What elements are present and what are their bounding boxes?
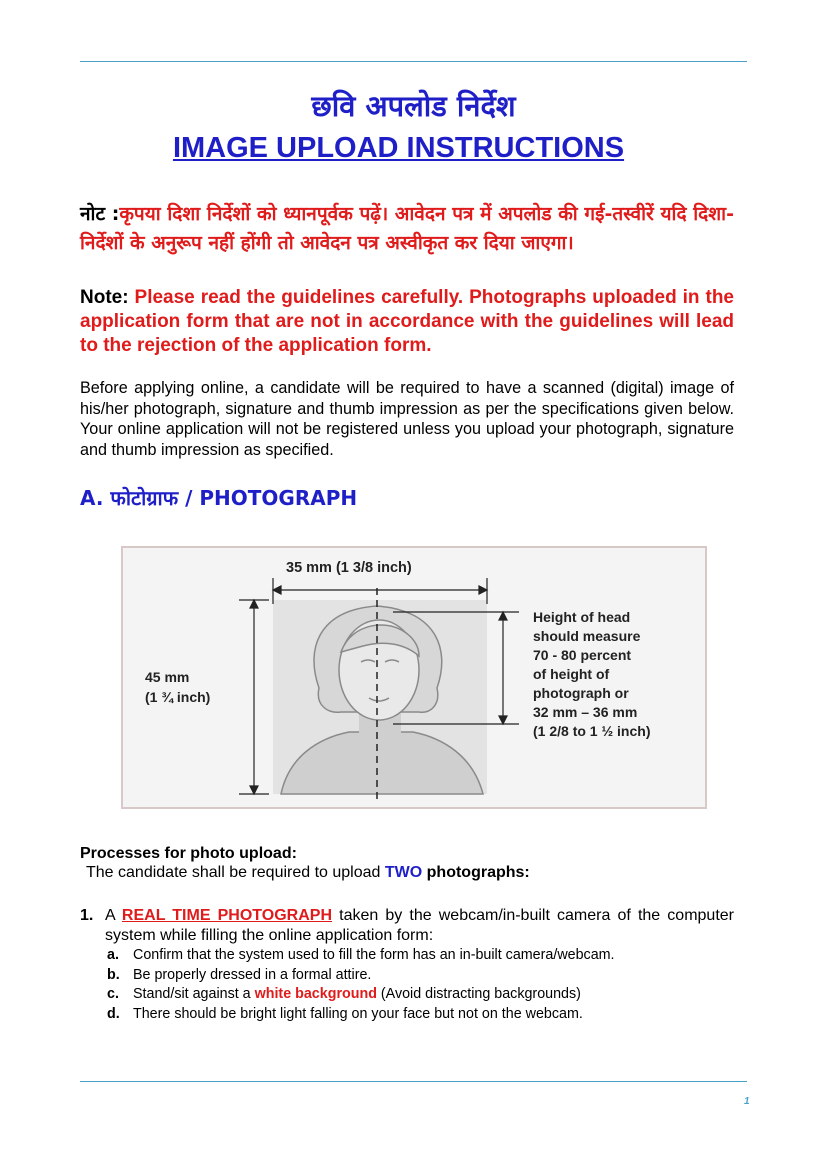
sub-item-text-pre: Stand/sit against a [133, 986, 255, 1002]
sub-list [107, 946, 737, 1024]
page-title-english: IMAGE UPLOAD INSTRUCTIONS [172, 132, 625, 164]
sub-item-letter: a. [107, 947, 119, 963]
real-time-photograph-highlight: REAL TIME PHOTOGRAPH [121, 907, 333, 924]
sub-item-text: There should be bright light falling on your face but not on the webcam. [133, 1005, 583, 1022]
top-rule [80, 61, 747, 62]
note-hindi-label: नोट : [80, 203, 120, 225]
processes-subtext [86, 864, 530, 882]
photo-spec-diagram [123, 548, 705, 807]
sub-item-d [107, 1005, 737, 1025]
note-english-text: Please read the guidelines carefully. Photographs uploaded in the application form that are not in accordance with the guidelines will lead to the rejection of the application form. [80, 287, 734, 356]
height-label-inch: (1 ¾ inch) [145, 689, 211, 705]
page-title-hindi: छवि अपलोड निर्देश [311, 89, 516, 123]
head-note-line: (1 2/8 to 1 ½ inch) [533, 723, 651, 739]
note-hindi [80, 200, 734, 258]
head-note-line: photograph or [533, 685, 629, 701]
bottom-rule [80, 1081, 747, 1082]
head-note-line: should measure [533, 628, 641, 644]
page-number: 1 [744, 1096, 750, 1107]
note-english [80, 286, 734, 358]
head-note-line: 70 - 80 percent [533, 647, 632, 663]
item1-pre: A [105, 907, 122, 924]
section-a-heading: A. फोटोग्राफ / PHOTOGRAPH [80, 486, 358, 510]
sub-item-text-post: (Avoid distracting backgrounds) [376, 986, 581, 1002]
head-note-line: of height of [533, 666, 610, 682]
sub-item-text: Confirm that the system used to fill the form has an in-built camera/webcam. [133, 947, 615, 963]
intro-paragraph: Before applying online, a candidate will be required to have a scanned (digital) image of his/her photograph, signature and thumb impression as per the specifications given below. Your online application will not be registered unless you upload your photograph, signature and thumb impression as specified. [80, 379, 734, 459]
list-item-1 [80, 906, 734, 946]
sub-item-text: Be properly dressed in a formal attire. [133, 966, 372, 983]
head-note-line: 32 mm – 36 mm [533, 704, 638, 720]
height-dimension [239, 600, 269, 794]
sub-item-letter: c. [107, 986, 119, 1002]
photo-spec-figure [121, 546, 707, 809]
sub-item-letter: b. [107, 966, 120, 983]
sub-item-letter: d. [107, 1005, 120, 1022]
processes-heading: Processes for photo upload: [80, 845, 297, 862]
list-item-body [105, 906, 734, 946]
height-label-mm: 45 mm [145, 669, 190, 685]
head-note [533, 609, 650, 739]
head-note-line: Height of head [533, 609, 631, 625]
width-label: 35 mm (1 3/8 inch) [286, 560, 412, 576]
sub-item-a [107, 946, 737, 966]
note-hindi-text: कृपया दिशा निर्देशों को ध्यानपूर्वक पढ़ें। आवेदन पत्र में अपलोड की गई-तस्वीरें यदि दिशा-निर्देशों के अनुरूप नहीं होंगी तो आवेदन पत्र अस्वीकृत कर दिया जाएगा। [80, 203, 734, 254]
white-background-highlight: white background [254, 986, 377, 1002]
processes-subtext-post: photographs: [422, 864, 530, 881]
sub-item-c [107, 985, 737, 1005]
item1-post: taken by the webcam/in-built camera of the computer system while filling the online application form: [105, 907, 735, 944]
note-english-label: Note: [80, 287, 129, 308]
processes-two: TWO [384, 864, 423, 881]
list-item-number: 1. [80, 907, 94, 924]
processes-subtext-pre: The candidate shall be required to upload [86, 864, 385, 881]
sub-item-b [107, 966, 737, 986]
